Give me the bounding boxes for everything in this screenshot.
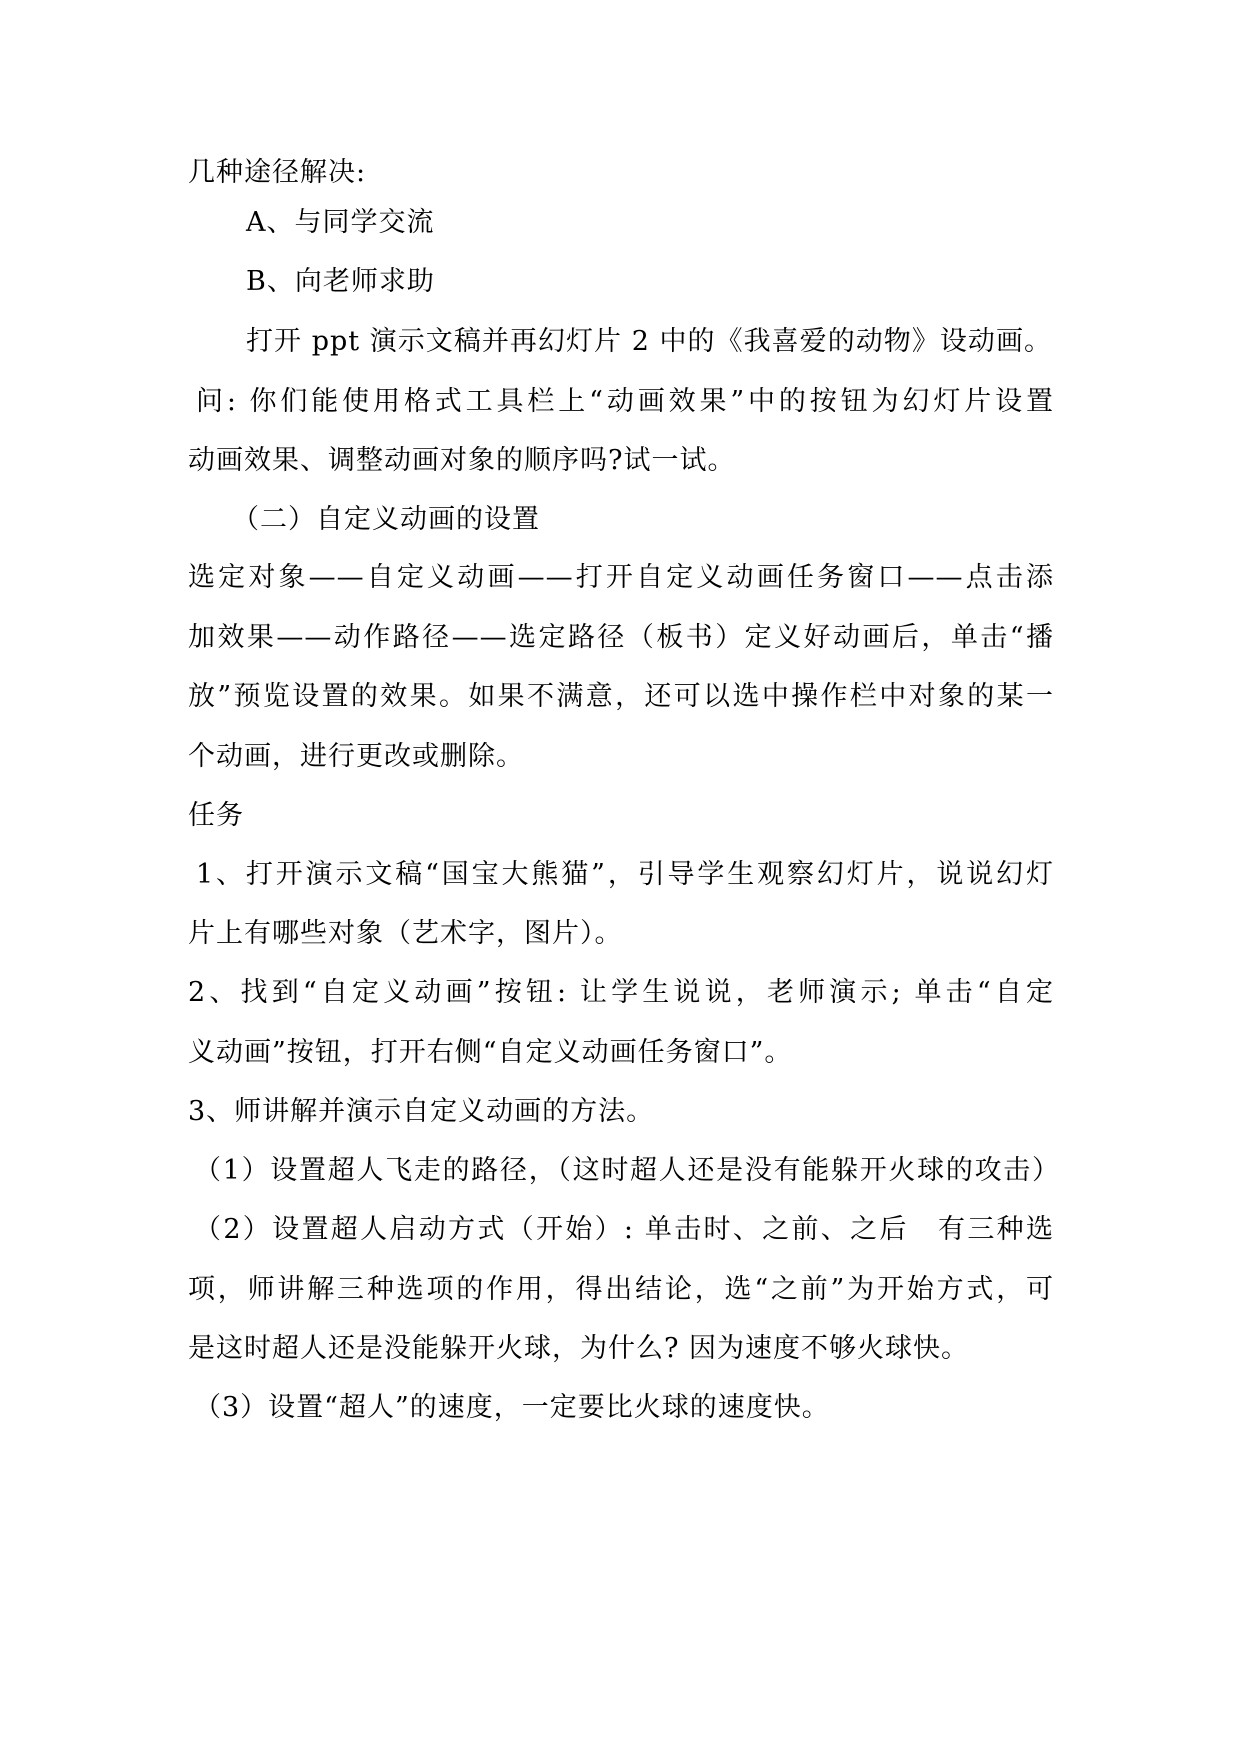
task-heading: 任务 [188, 800, 244, 831]
text-line: 放”预览设置的效果。如果不满意，还可以选中操作栏中对象的某一 [188, 681, 1054, 712]
text-line: 个动画，进行更改或删除。 [188, 741, 524, 772]
text-line: 项，师讲解三种选项的作用，得出结论，选“之前”为开始方式，可 [188, 1274, 1054, 1305]
task-item-2: 2、找到“自定义动画”按钮: 让学生说说，老师演示; 单击“自定 [188, 977, 1054, 1008]
step-3: （3）设置“超人”的速度，一定要比火球的速度快。 [194, 1392, 830, 1423]
option-a-line: A、与同学交流 [246, 207, 435, 238]
step-2: （2）设置超人启动方式（开始）: 单击时、之前、之后 有三种选 [194, 1214, 1054, 1245]
step-1: （1）设置超人飞走的路径，（这时超人还是没有能躲开火球的攻击） [194, 1155, 1060, 1186]
text-line: 打开 ppt 演示文稿并再幻灯片 2 中的《我喜爱的动物》设动画。 [246, 326, 1052, 357]
text-line: 片上有哪些对象（艺术字，图片）。 [188, 918, 623, 949]
section-heading: （二）自定义动画的设置 [232, 504, 540, 535]
text-line: 选定对象——自定义动画——打开自定义动画任务窗口——点击添 [188, 562, 1054, 593]
option-b-line: B、向老师求助 [246, 266, 435, 297]
text-line: 几种途径解决: [188, 157, 367, 188]
text-line: 加效果——动作路径——选定路径（板书）定义好动画后，单击“播 [188, 622, 1054, 653]
text-line: 动画效果、调整动画对象的顺序吗?试一试。 [188, 445, 736, 476]
task-item-3: 3、师讲解并演示自定义动画的方法。 [188, 1096, 655, 1127]
text-line: 是这时超人还是没能躲开火球，为什么? 因为速度不够火球快。 [188, 1333, 970, 1364]
task-item-1: 1、打开演示文稿“国宝大熊猫”，引导学生观察幻灯片，说说幻灯 [196, 859, 1054, 890]
question-line: 问: 你们能使用格式工具栏上“动画效果”中的按钮为幻灯片设置 [196, 386, 1054, 417]
text-line: 义动画”按钮，打开右侧“自定义动画任务窗口”。 [188, 1037, 793, 1068]
